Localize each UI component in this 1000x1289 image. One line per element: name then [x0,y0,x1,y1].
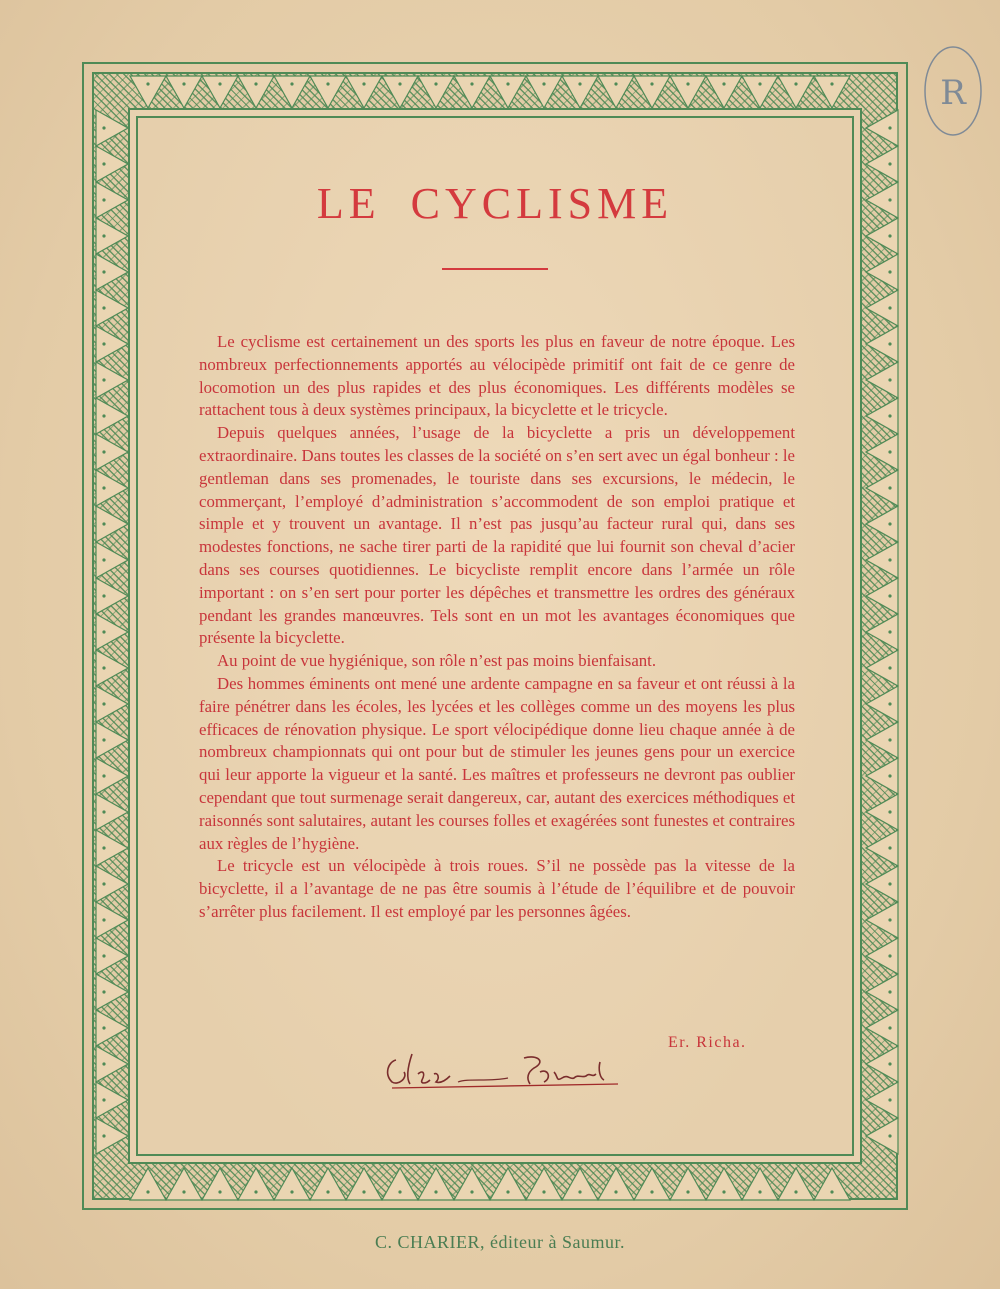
title-underline [442,268,548,270]
handwritten-signature [378,1048,628,1094]
paragraph: Au point de vue hygiénique, son rôle n’est pas moins bienfaisant. [217,651,657,671]
paragraph: Des hommes éminents ont mené une ardente campagne en sa faveur et ont réussi à la faire pénétrer dans les écoles, les lycées et les collèges comme un des moyens les plus efficaces de rénovation physique. Le sport vélocipédique donne lieu chaque année à de nombreux championnats qui ont pour but de stimuler les jeunes gens pour un exercice qui leur apporte la vigueur et la santé. Les maîtres et professeurs ne devront pas oublier cependant que tout surmenage serait dangereux, car, autant des exercices méthodiques et raisonnés sont salutaires, autant les courses folles et exagérées sont funestes et contraires aux règles de l’hygiène. [199,673,796,853]
paragraph: Le cyclisme est certainement un des sports les plus en faveur de notre époque. Les nombreux perfectionnements apportés au vélocipède primitif ont fait de ce genre de locomotion un des plus rapides et des plus économiques. Les différents modèles se rattachent tous à deux systèmes principaux, la bicyclette et le tricycle. [199,332,795,420]
page-title: LE CYCLISME [316,179,674,228]
library-stamp [922,44,984,138]
article-body [199,331,795,924]
publisher-line: C. CHARIER, éditeur à Saumur. [375,1232,625,1252]
author-name: Er. Richa. [668,1034,747,1051]
paragraph: Le tricycle est un vélocipède à trois roues. S’il ne possède pas la vitesse de la bicyclette, il a l’avantage de ne pas être soumis à l’étude de l’équilibre et de pouvoir s’arrêter plus facilement. Il est employé par les personnes âgées. [199,856,795,921]
paragraph: Depuis quelques années, l’usage de la bicyclette a pris un développement extraordinaire. Dans toutes les classes de la société on s’en sert avec un égal bonheur : le gentleman dans ses promenades, le touriste dans ses excursions, le médecin, le commerçant, l’employé d’administration s’accommodent de son emploi pratique et simple et y trouvent un avantage. Il n’est pas jusqu’au facteur rural qui, dans ses modestes fonctions, ne sache tirer parti de la rapidité que lui fournit son cheval d’acier dans ses courses quotidiennes. Le bicycliste remplit encore dans l’armée un rôle important : on s’en sert pour porter les dépêches et transmettre les ordres des généraux pendant les grandes manœuvres. Tels sont en un mot les avantages économiques que présente la bicyclette. [199,423,795,648]
svg-text:R: R [940,73,966,113]
